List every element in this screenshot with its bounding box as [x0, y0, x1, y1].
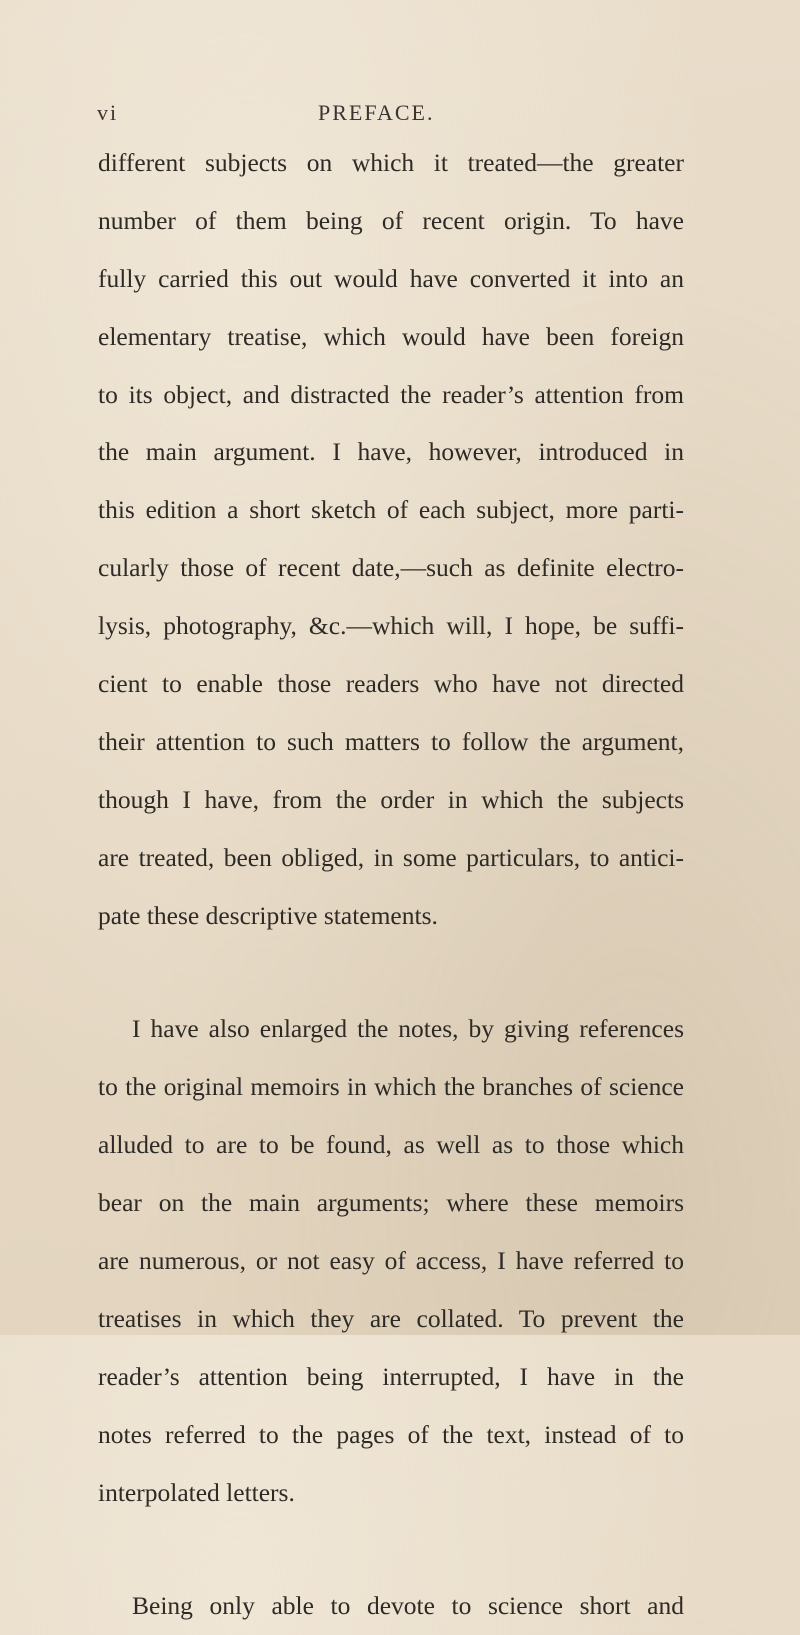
- text-line: are numerous, or not easy of access, I have referred to: [98, 1246, 684, 1276]
- text-line: treatises in which they are collated. To prevent the: [98, 1303, 684, 1333]
- text-line: cularly those of recent date,—such as definite electro-: [98, 553, 684, 583]
- text-line: lysis, photography, &c.—which will, I hope, be suffi-: [98, 611, 684, 641]
- text-line: their attention to such matters to follow the argument,: [98, 726, 684, 756]
- text-line: alluded to are to be found, as well as to those which: [98, 1130, 684, 1160]
- text-line: cient to enable those readers who have not directed: [98, 669, 684, 699]
- text-line: interpolated letters.: [98, 1477, 295, 1507]
- text-line: to the original memoirs in which the branches of science: [98, 1072, 684, 1102]
- text-line: reader’s attention being interrupted, I have in the: [98, 1361, 684, 1391]
- paragraph-spacer: [98, 944, 684, 1000]
- text-line: the main argument. I have, however, introduced in: [98, 437, 684, 467]
- text-line: this edition a short sketch of each subject, more parti-: [98, 495, 684, 525]
- text-line: different subjects on which it treated—the greater: [98, 148, 684, 177]
- running-title: PREFACE.: [318, 100, 435, 125]
- text-line: number of them being of recent origin. To have: [98, 205, 684, 235]
- text-line: Being only able to devote to science short and: [132, 1591, 684, 1621]
- text-line: are treated, been obliged, in some particulars, to antici-: [98, 842, 684, 872]
- text-line: notes referred to the pages of the text, instead of to: [98, 1419, 684, 1449]
- paragraph-1: [98, 134, 684, 944]
- text-line: I have also enlarged the notes, by giving references: [132, 1014, 684, 1044]
- paragraph-3: [98, 1577, 684, 1635]
- text-line: though I have, from the order in which the subjects: [98, 784, 684, 814]
- text-line: fully carried this out would have converted it into an: [98, 263, 684, 293]
- page-number: vi: [97, 100, 119, 125]
- text-line: pate these descriptive statements.: [98, 900, 438, 930]
- text-line: to its object, and distracted the reader’s attention from: [98, 379, 684, 409]
- paragraph-2: [98, 1000, 684, 1521]
- paragraph-spacer: [98, 1521, 684, 1577]
- body-text: [98, 134, 684, 1635]
- text-line: bear on the main arguments; where these memoirs: [98, 1188, 684, 1218]
- running-head: [97, 100, 697, 130]
- text-line: elementary treatise, which would have been foreign: [98, 321, 684, 351]
